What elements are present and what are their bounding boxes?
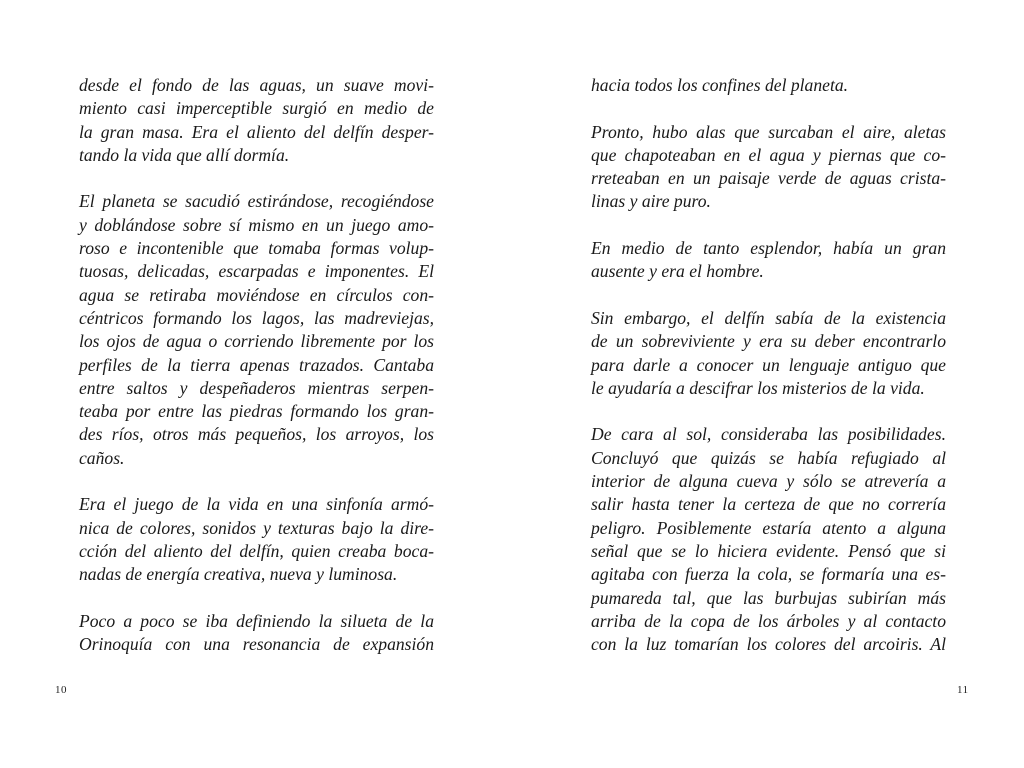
paragraph bbox=[79, 74, 434, 167]
paragraph bbox=[591, 423, 946, 656]
paragraph bbox=[79, 493, 434, 586]
left-text-column bbox=[79, 74, 434, 656]
text-line: linas y aire puro. bbox=[591, 191, 711, 212]
text-line: De cara al sol, consideraba las posibilidades. bbox=[591, 424, 946, 445]
text-line: nica de colores, sonidos y texturas bajo la dire- bbox=[79, 517, 434, 538]
text-line: tuosas, delicadas, escarpadas e imponentes. El bbox=[79, 261, 434, 282]
text-line: entre saltos y despeñaderos mientras serpen- bbox=[79, 377, 434, 398]
paragraph-gap bbox=[591, 284, 946, 307]
text-line: con la luz tomarían los colores del arcoiris. Al bbox=[591, 634, 946, 655]
paragraph bbox=[591, 74, 946, 97]
right-text-column bbox=[591, 74, 946, 656]
page-number: 11 bbox=[957, 684, 969, 696]
paragraph bbox=[79, 190, 434, 470]
text-line: nadas de energía creativa, nueva y luminosa. bbox=[79, 564, 398, 585]
text-line: salir hasta tener la certeza de que no correría bbox=[591, 494, 946, 515]
text-line: Pronto, hubo alas que surcaban el aire, aletas bbox=[591, 121, 946, 142]
text-line: arriba de la copa de los árboles y al contacto bbox=[591, 610, 946, 631]
paragraph-gap bbox=[79, 470, 434, 493]
text-line: des ríos, otros más pequeños, los arroyos, los bbox=[79, 424, 434, 445]
text-line: teaba por entre las piedras formando los gran- bbox=[79, 401, 434, 422]
text-line: caños. bbox=[79, 447, 125, 468]
paragraph-gap bbox=[79, 587, 434, 610]
text-line: la gran masa. Era el aliento del delfín desper- bbox=[79, 121, 434, 142]
text-line: para darle a conocer un lenguaje antiguo que bbox=[591, 354, 946, 375]
right-page bbox=[512, 0, 1024, 768]
text-line: de un sobreviviente y era su deber encontrarlo bbox=[591, 331, 946, 352]
text-line: pumareda tal, que las burbujas subirían más bbox=[591, 587, 946, 608]
text-line: En medio de tanto esplendor, había un gran bbox=[591, 238, 946, 259]
paragraph bbox=[591, 237, 946, 284]
text-line: hacia todos los confines del planeta. bbox=[591, 75, 849, 95]
page-number: 10 bbox=[55, 684, 67, 696]
paragraph-gap bbox=[591, 214, 946, 237]
text-line: agua se retiraba moviéndose en círculos con- bbox=[79, 284, 434, 305]
text-line: que chapoteaban en el agua y piernas que co- bbox=[591, 144, 946, 165]
text-line: interior de alguna cueva y sólo se atrevería a bbox=[591, 471, 946, 492]
text-line: cción del aliento del delfín, quien creaba boca- bbox=[79, 540, 434, 561]
paragraph bbox=[591, 307, 946, 400]
text-line: roso e incontenible que tomaba formas volup- bbox=[79, 238, 434, 259]
text-line: El planeta se sacudió estirándose, recogiéndose bbox=[79, 191, 434, 212]
text-line: los ojos de agua o corriendo libremente por los bbox=[79, 331, 434, 352]
text-line: perfiles de la tierra apenas trazados. Cantaba bbox=[79, 354, 434, 375]
text-line: Orinoquía con una resonancia de expansión bbox=[79, 634, 434, 655]
paragraph bbox=[79, 610, 434, 657]
paragraph bbox=[591, 121, 946, 214]
paragraph-gap bbox=[591, 400, 946, 423]
text-line: Sin embargo, el delfín sabía de la existencia bbox=[591, 307, 946, 328]
text-line: ausente y era el hombre. bbox=[591, 261, 764, 282]
text-line: rreteaban en un paisaje verde de aguas crista- bbox=[591, 168, 946, 189]
text-line: peligro. Posiblemente estaría atento a alguna bbox=[591, 517, 946, 538]
text-line: agitaba con fuerza la cola, se formaría una es- bbox=[591, 564, 946, 585]
paragraph-gap bbox=[591, 97, 946, 120]
paragraph-gap bbox=[79, 167, 434, 190]
text-line: Era el juego de la vida en una sinfonía armó- bbox=[79, 494, 434, 515]
text-line: Concluyó que quizás se había refugiado al bbox=[591, 447, 946, 468]
text-line: miento casi imperceptible surgió en medio de bbox=[79, 98, 434, 119]
text-line: desde el fondo de las aguas, un suave movi- bbox=[79, 75, 434, 95]
text-line: Poco a poco se iba definiendo la silueta de la bbox=[79, 610, 434, 631]
text-line: señal que se lo hiciera evidente. Pensó que si bbox=[591, 540, 946, 561]
text-line: tando la vida que allí dormía. bbox=[79, 144, 290, 165]
text-line: céntricos formando los lagos, las madreviejas, bbox=[79, 307, 434, 328]
text-line: y doblándose sobre sí mismo en un juego amo- bbox=[79, 214, 434, 235]
text-line: le ayudaría a descifrar los misterios de la vida. bbox=[591, 377, 925, 398]
